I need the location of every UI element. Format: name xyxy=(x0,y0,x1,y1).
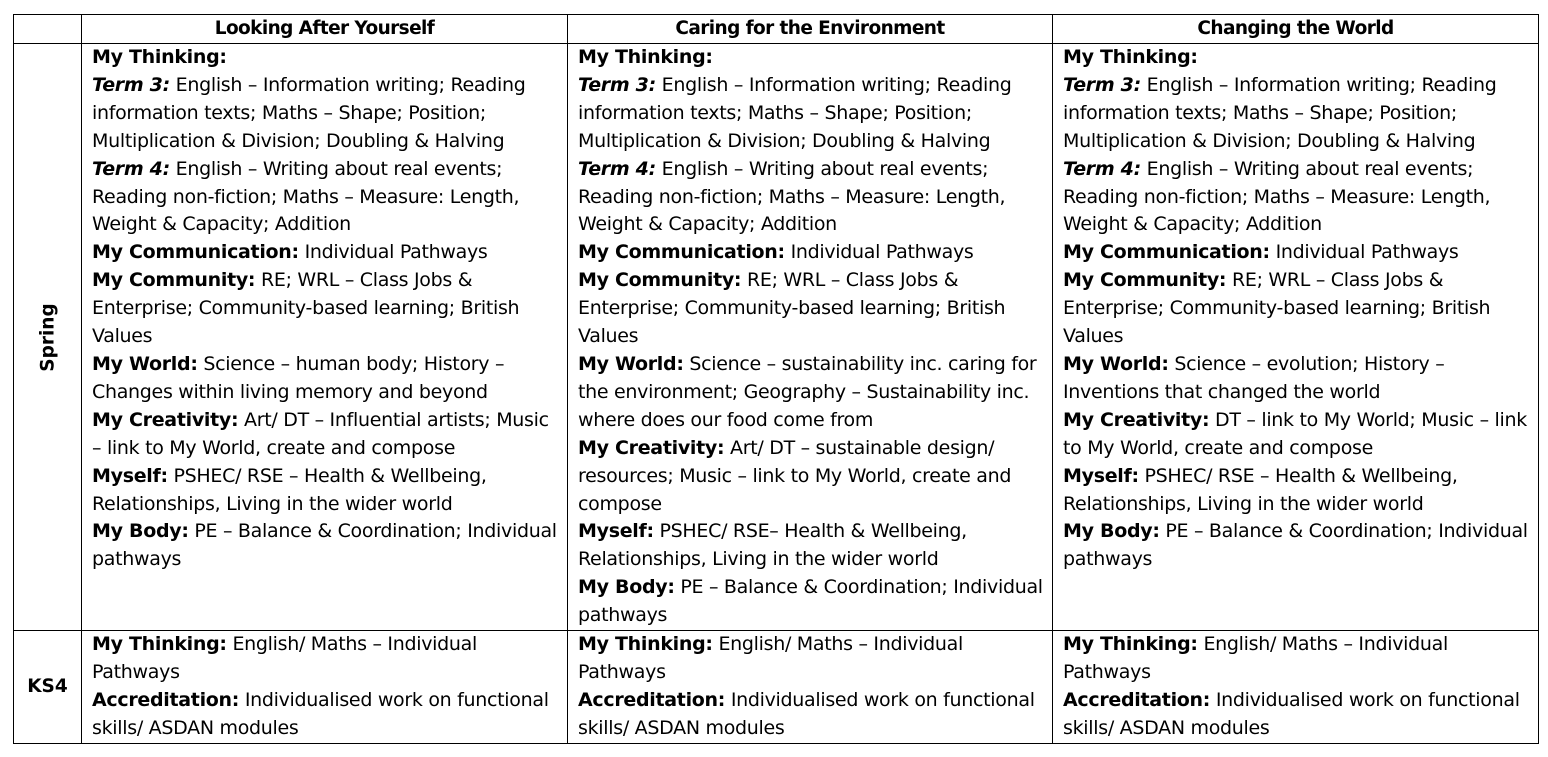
corner-cell xyxy=(14,15,82,44)
creativity-text: DT – link to My World; Music – link to My World, create and compose xyxy=(1063,408,1527,459)
communication-text: Individual Pathways xyxy=(784,241,974,264)
myself-label: Myself: xyxy=(578,520,654,543)
header-changing-the-world: Changing the World xyxy=(1053,15,1539,44)
ks4-accreditation-block xyxy=(1063,687,1530,743)
term3-label: Term 3: xyxy=(92,73,170,96)
ks4-accreditation-text: Individualised work on functional skills/ ASDAN modules xyxy=(92,688,549,739)
term4-label: Term 4: xyxy=(1063,157,1141,180)
ks4-accreditation-block xyxy=(578,687,1044,743)
ks4-thinking-label: My Thinking: xyxy=(92,633,227,656)
community-text: RE; WRL – Class Jobs & Enterprise; Community-based learning; British Values xyxy=(92,269,520,348)
ks4-accreditation-text: Individualised work on functional skills/ ASDAN modules xyxy=(578,688,1035,739)
body-label: My Body: xyxy=(1063,520,1160,543)
term3-block xyxy=(92,72,559,156)
term3-text: English – Information writing; Reading information texts; Maths – Shape; Position; Multiplication & Division; Doubling & Halving xyxy=(578,73,1012,152)
creativity-label: My Creativity: xyxy=(578,436,725,459)
creativity-text: Art/ DT – sustainable design/ resources; Music – link to My World, create and compose xyxy=(578,436,1012,515)
communication-block xyxy=(1063,239,1530,267)
community-block xyxy=(578,267,1044,351)
ks4-accreditation-label: Accreditation: xyxy=(92,688,240,711)
spring-label: Spring xyxy=(37,302,59,372)
header-row xyxy=(14,15,1539,44)
term3-block xyxy=(1063,72,1530,156)
myself-text: PSHEC/ RSE – Health & Wellbeing, Relationships, Living in the wider world xyxy=(92,464,487,515)
ks4-row xyxy=(14,631,1539,744)
world-label: My World: xyxy=(578,352,684,375)
creativity-label: My Creativity: xyxy=(92,408,239,431)
term3-label: Term 3: xyxy=(578,73,656,96)
body-text: PE – Balance & Coordination; Individual pathways xyxy=(92,520,557,571)
community-label: My Community: xyxy=(578,269,742,292)
myself-block xyxy=(578,518,1044,574)
spring-cell-caring-for-environment xyxy=(568,44,1053,631)
community-block xyxy=(1063,267,1530,351)
term3-text: English – Information writing; Reading information texts; Maths – Shape; Position; Multiplication & Division; Doubling & Halving xyxy=(1063,73,1497,152)
ks4-thinking-text: English/ Maths – Individual Pathways xyxy=(578,633,963,683)
world-block xyxy=(92,351,559,407)
communication-label: My Communication: xyxy=(92,241,299,264)
ks4-accreditation-label: Accreditation: xyxy=(578,688,726,711)
term3-label: Term 3: xyxy=(1063,73,1141,96)
spring-cell-changing-the-world xyxy=(1053,44,1539,631)
ks4-thinking-label: My Thinking: xyxy=(1063,633,1198,656)
myself-block xyxy=(1063,463,1530,519)
thinking-label: My Thinking: xyxy=(1063,46,1198,68)
ks4-thinking-text: English/ Maths – Individual Pathways xyxy=(1063,633,1448,683)
spring-label-cell xyxy=(14,44,82,631)
body-block xyxy=(1063,518,1530,574)
world-block xyxy=(1063,351,1530,407)
term4-label: Term 4: xyxy=(578,157,656,180)
body-label: My Body: xyxy=(578,576,675,599)
thinking-block xyxy=(1063,44,1530,72)
ks4-thinking-block xyxy=(92,631,559,687)
body-label: My Body: xyxy=(92,520,189,543)
creativity-block xyxy=(92,407,559,463)
ks4-cell-changing-the-world xyxy=(1053,631,1539,744)
body-block xyxy=(92,518,559,574)
term4-block xyxy=(92,156,559,240)
myself-label: Myself: xyxy=(1063,464,1139,487)
communication-label: My Communication: xyxy=(578,241,785,264)
communication-block xyxy=(578,239,1044,267)
communication-text: Individual Pathways xyxy=(1269,241,1459,264)
world-text: Science – evolution; History – Inventions that changed the world xyxy=(1063,352,1445,403)
thinking-block xyxy=(578,44,1044,72)
term3-block xyxy=(578,72,1044,156)
community-label: My Community: xyxy=(92,269,256,292)
ks4-cell-caring-for-environment xyxy=(568,631,1053,744)
communication-label: My Communication: xyxy=(1063,241,1270,264)
spring-row xyxy=(14,44,1539,631)
myself-text: PSHEC/ RSE – Health & Wellbeing, Relationships, Living in the wider world xyxy=(1063,464,1458,515)
world-block xyxy=(578,351,1044,435)
community-label: My Community: xyxy=(1063,269,1227,292)
thinking-label: My Thinking: xyxy=(92,46,227,68)
ks4-thinking-block xyxy=(1063,631,1530,687)
myself-text: PSHEC/ RSE– Health & Wellbeing, Relationships, Living in the wider world xyxy=(578,520,967,571)
ks4-accreditation-text: Individualised work on functional skills/ ASDAN modules xyxy=(1063,688,1520,739)
term4-text: English – Writing about real events; Reading non-fiction; Maths – Measure: Length, Weight & Capacity; Addition xyxy=(1063,157,1491,236)
ks4-thinking-text: English/ Maths – Individual Pathways xyxy=(92,633,477,683)
community-text: RE; WRL – Class Jobs & Enterprise; Community-based learning; British Values xyxy=(1063,269,1491,348)
header-caring-for-environment: Caring for the Environment xyxy=(568,15,1053,44)
ks4-thinking-label: My Thinking: xyxy=(578,633,713,656)
communication-text: Individual Pathways xyxy=(298,241,488,264)
curriculum-table xyxy=(13,14,1539,744)
body-text: PE – Balance & Coordination; Individual pathways xyxy=(578,576,1043,627)
creativity-text: Art/ DT – Influential artists; Music – link to My World, create and compose xyxy=(92,408,549,459)
creativity-block xyxy=(1063,407,1530,463)
thinking-block xyxy=(92,44,559,72)
ks4-accreditation-block xyxy=(92,687,559,743)
ks4-label: KS4 xyxy=(14,631,82,744)
community-block xyxy=(92,267,559,351)
communication-block xyxy=(92,239,559,267)
term3-text: English – Information writing; Reading information texts; Maths – Shape; Position; Multiplication & Division; Doubling & Halving xyxy=(92,73,526,152)
creativity-block xyxy=(578,435,1044,519)
header-looking-after-yourself: Looking After Yourself xyxy=(82,15,568,44)
body-block xyxy=(578,574,1044,630)
term4-block xyxy=(578,156,1044,240)
term4-text: English – Writing about real events; Reading non-fiction; Maths – Measure: Length, Weight & Capacity; Addition xyxy=(92,157,520,236)
term4-label: Term 4: xyxy=(92,157,170,180)
creativity-label: My Creativity: xyxy=(1063,408,1210,431)
term4-block xyxy=(1063,156,1530,240)
world-text: Science – sustainability inc. caring for the environment; Geography – Sustainability inc. where does our food come from xyxy=(578,352,1037,431)
world-label: My World: xyxy=(1063,352,1169,375)
world-label: My World: xyxy=(92,352,198,375)
body-text: PE – Balance & Coordination; Individual pathways xyxy=(1063,520,1528,571)
myself-label: Myself: xyxy=(92,464,168,487)
ks4-cell-looking-after-yourself xyxy=(82,631,568,744)
community-text: RE; WRL – Class Jobs & Enterprise; Community-based learning; British Values xyxy=(578,269,1006,348)
world-text: Science – human body; History – Changes within living memory and beyond xyxy=(92,352,505,403)
thinking-label: My Thinking: xyxy=(578,46,713,68)
myself-block xyxy=(92,463,559,519)
ks4-thinking-block xyxy=(578,631,1044,687)
ks4-accreditation-label: Accreditation: xyxy=(1063,688,1211,711)
term4-text: English – Writing about real events; Reading non-fiction; Maths – Measure: Length, Weight & Capacity; Addition xyxy=(578,157,1006,236)
spring-cell-looking-after-yourself xyxy=(82,44,568,631)
